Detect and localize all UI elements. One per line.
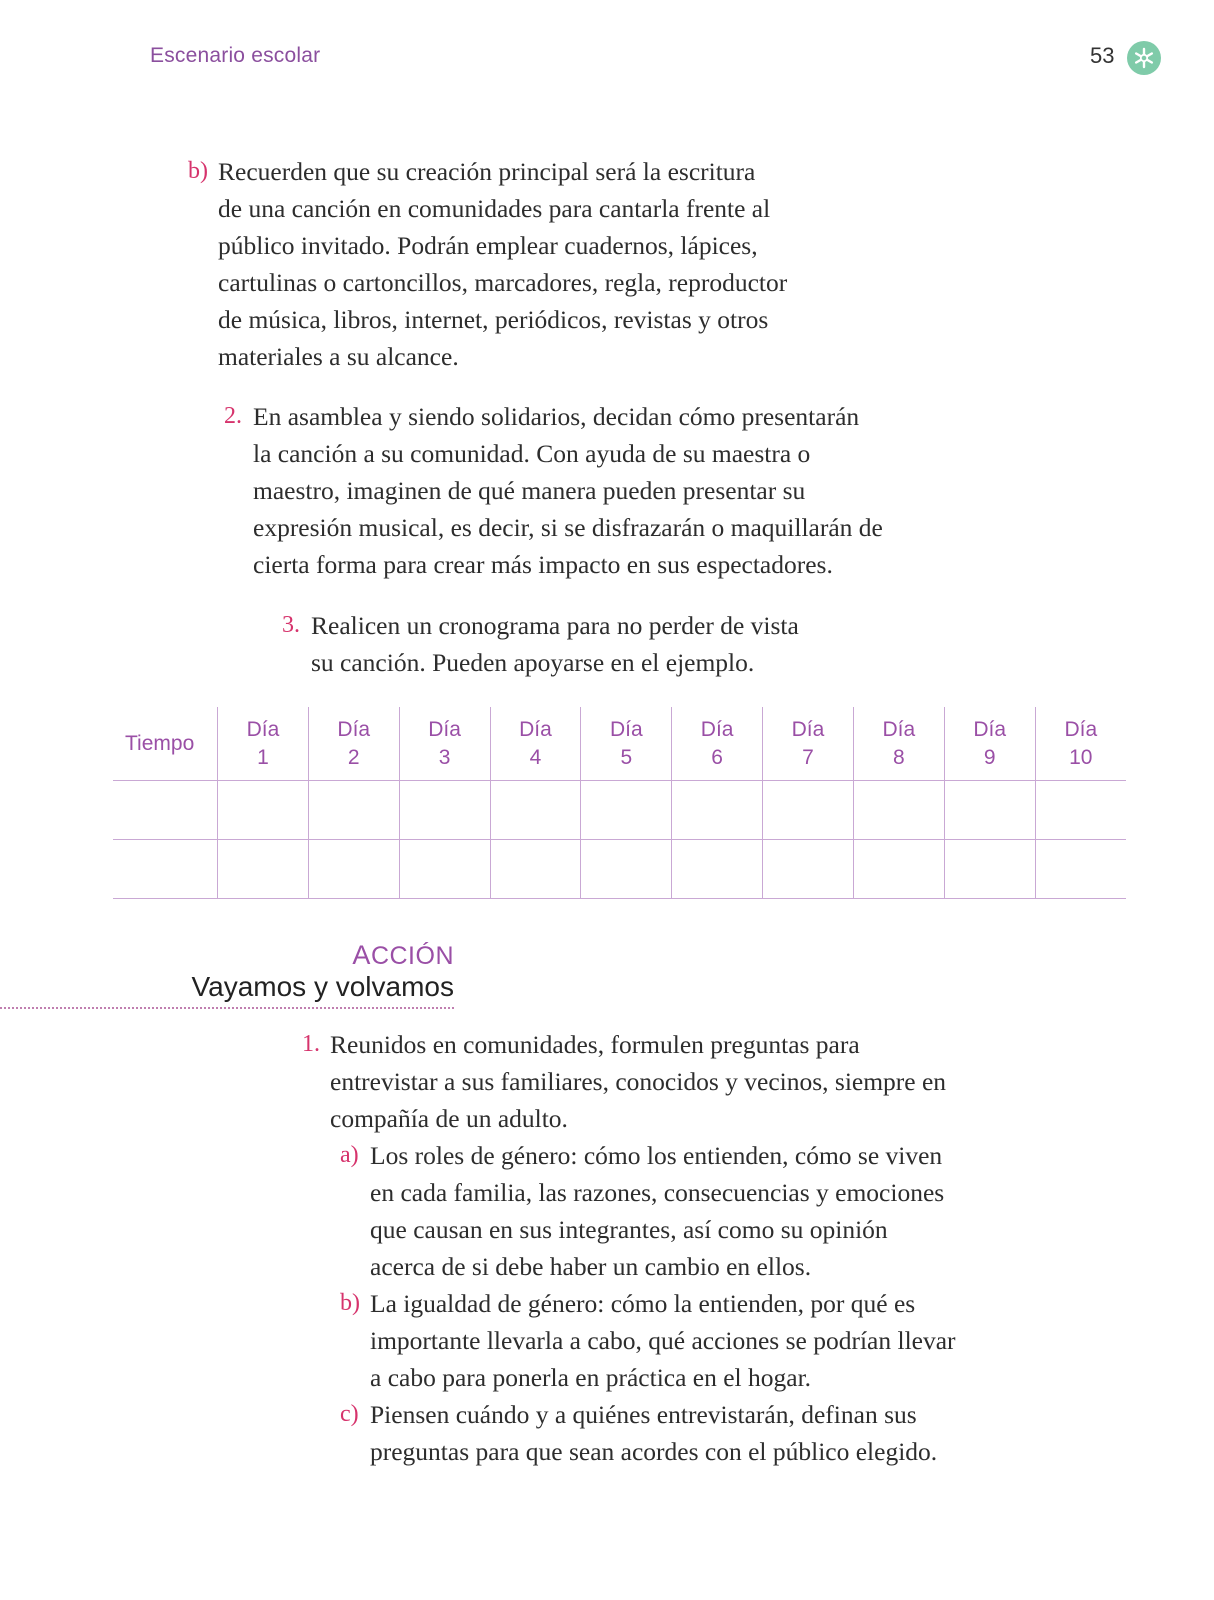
text-line: expresión musical, es decir, si se disfrazarán o maquillarán de	[253, 513, 883, 542]
item-3-text	[311, 607, 799, 681]
subitem-c-text	[370, 1396, 937, 1470]
text-line: importante llevarla a cabo, qué acciones se podrían llevar	[370, 1326, 956, 1355]
running-title: Escenario escolar	[150, 44, 321, 67]
subitem-a-text	[370, 1137, 944, 1285]
table-cell[interactable]	[581, 840, 672, 899]
table-cell[interactable]	[944, 840, 1035, 899]
table-cell[interactable]	[763, 781, 854, 840]
item-3-marker: 3.	[282, 612, 300, 638]
text-line: acerca de si debe haber un cambio en ellos.	[370, 1252, 812, 1281]
text-line: la canción a su comunidad. Con ayuda de su maestra o	[253, 439, 811, 468]
text-line: En asamblea y siendo solidarios, decidan cómo presentarán	[253, 402, 860, 431]
text-line: preguntas para que sean acordes con el público elegido.	[370, 1437, 938, 1466]
header-day: Día 6	[672, 707, 763, 781]
table-cell[interactable]	[218, 840, 309, 899]
text-line: Los roles de género: cómo los entienden, cómo se viven	[370, 1141, 943, 1170]
text-line: su canción. Pueden apoyarse en el ejemplo.	[311, 648, 755, 677]
text-line: Reunidos en comunidades, formulen preguntas para	[330, 1030, 860, 1059]
table-cell[interactable]	[853, 840, 944, 899]
item-2-text	[253, 398, 883, 583]
table-cell[interactable]	[944, 781, 1035, 840]
text-line: de una canción en comunidades para cantarla frente al	[218, 194, 771, 223]
text-line: cartulinas o cartoncillos, marcadores, regla, reproductor	[218, 268, 788, 297]
text-line: Realicen un cronograma para no perder de vista	[311, 611, 799, 640]
table-cell[interactable]	[1035, 781, 1126, 840]
text-line: compañía de un adulto.	[330, 1104, 568, 1133]
subitem-b-marker: b)	[340, 1290, 360, 1316]
header-day: Día 8	[853, 707, 944, 781]
table-cell[interactable]	[218, 781, 309, 840]
item-1-marker: 1.	[302, 1031, 320, 1057]
text-line: entrevistar a sus familiares, conocidos y vecinos, siempre en	[330, 1067, 947, 1096]
schedule-table	[113, 707, 1126, 899]
text-line: materiales a su alcance.	[218, 342, 459, 371]
header-day: Día 4	[490, 707, 581, 781]
table-cell[interactable]	[113, 840, 218, 899]
table-cell[interactable]	[399, 781, 490, 840]
header-day: Día 2	[308, 707, 399, 781]
table-cell[interactable]	[308, 840, 399, 899]
text-line: maestro, imaginen de qué manera pueden presentar su	[253, 476, 806, 505]
table-cell[interactable]	[581, 781, 672, 840]
table-cell[interactable]	[490, 781, 581, 840]
section-label: ACCIÓN	[352, 940, 454, 970]
table-cell[interactable]	[308, 781, 399, 840]
table-cell[interactable]	[672, 781, 763, 840]
subitem-c-marker: c)	[340, 1401, 359, 1427]
subitem-b-text	[370, 1285, 956, 1396]
table-cell[interactable]	[113, 781, 218, 840]
header-day: Día 5	[581, 707, 672, 781]
table-cell[interactable]	[399, 840, 490, 899]
asterisk-badge-icon	[1127, 41, 1161, 75]
table-cell[interactable]	[1035, 840, 1126, 899]
text-line: en cada familia, las razones, consecuencias y emociones	[370, 1178, 945, 1207]
header-day: Día 10	[1035, 707, 1126, 781]
text-line: La igualdad de género: cómo la entienden, por qué es	[370, 1289, 916, 1318]
section-divider	[0, 1007, 454, 1009]
text-line: a cabo para ponerla en práctica en el hogar.	[370, 1363, 812, 1392]
schedule-header-row	[113, 707, 1126, 781]
text-line: que causan en sus integrantes, así como su opinión	[370, 1215, 888, 1244]
text-line: público invitado. Podrán emplear cuadernos, lápices,	[218, 231, 758, 260]
header-day: Día 1	[218, 707, 309, 781]
item-1-text	[330, 1026, 946, 1137]
item-2-marker: 2.	[224, 403, 242, 429]
text-line: Recuerden que su creación principal será la escritura	[218, 157, 756, 186]
table-cell[interactable]	[490, 840, 581, 899]
header-day: Día 9	[944, 707, 1035, 781]
table-row	[113, 781, 1126, 840]
header-day: Día 7	[763, 707, 854, 781]
table-row	[113, 840, 1126, 899]
section-title: Vayamos y volvamos	[191, 971, 454, 1002]
header-tiempo: Tiempo	[113, 707, 218, 781]
item-b-text	[218, 153, 787, 375]
page-number: 53	[1090, 43, 1115, 68]
table-cell[interactable]	[853, 781, 944, 840]
subitem-a-marker: a)	[340, 1142, 359, 1168]
item-b-marker: b)	[188, 158, 208, 184]
header-day: Día 3	[399, 707, 490, 781]
text-line: cierta forma para crear más impacto en sus espectadores.	[253, 550, 833, 579]
text-line: Piensen cuándo y a quiénes entrevistarán, definan sus	[370, 1400, 917, 1429]
table-cell[interactable]	[672, 840, 763, 899]
table-cell[interactable]	[763, 840, 854, 899]
text-line: de música, libros, internet, periódicos, revistas y otros	[218, 305, 769, 334]
